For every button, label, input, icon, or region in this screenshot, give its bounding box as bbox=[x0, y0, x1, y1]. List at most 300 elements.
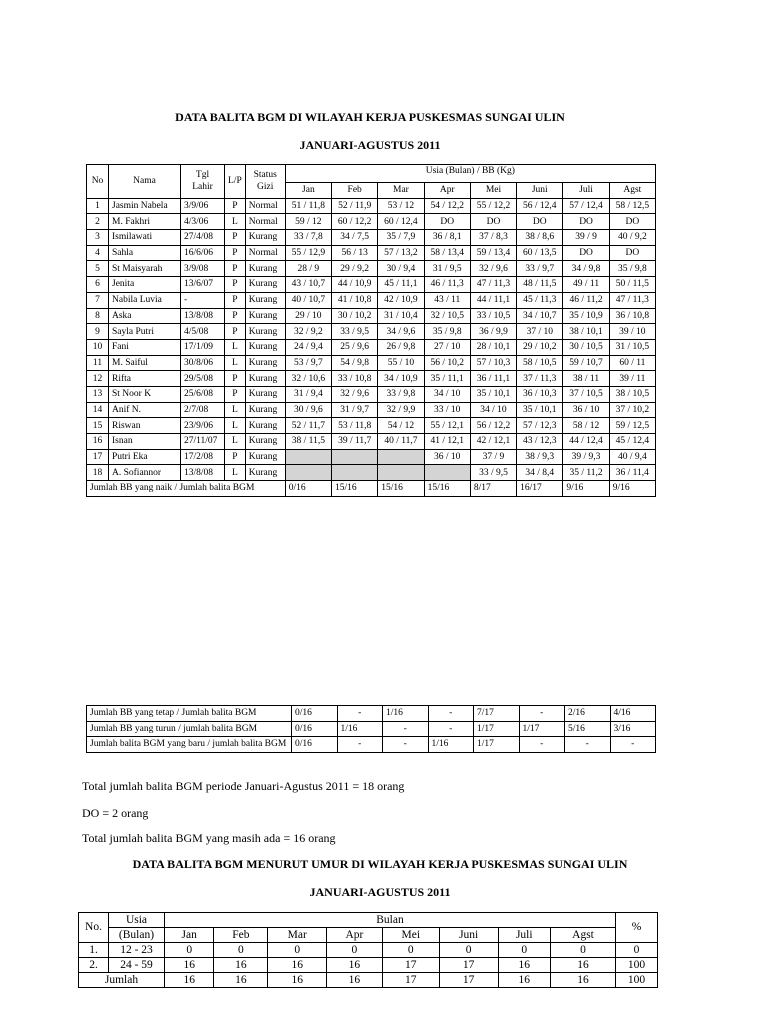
table-cell: 58 / 12 bbox=[563, 418, 609, 434]
table-cell: 27/4/08 bbox=[181, 230, 225, 246]
table-cell: 36 / 10,8 bbox=[609, 308, 655, 324]
table-cell: L bbox=[225, 465, 246, 481]
table-cell: 60 / 11 bbox=[609, 355, 655, 371]
header-status: Status bbox=[253, 170, 277, 181]
summary-value: - bbox=[383, 721, 429, 737]
table-cell: 46 / 11,2 bbox=[563, 292, 609, 308]
table-cell: 45 / 12,4 bbox=[609, 434, 655, 450]
table-cell: Kurang bbox=[245, 402, 285, 418]
table-cell: Riswan bbox=[109, 418, 181, 434]
table-cell: 57 / 12,3 bbox=[517, 418, 563, 434]
table-cell: 31 / 9,5 bbox=[424, 261, 470, 277]
table-cell: 51 / 11,8 bbox=[285, 198, 331, 214]
age-row bbox=[79, 943, 658, 958]
remaining-bgm-text: Total jumlah balita BGM yang masih ada = 16 orang bbox=[82, 831, 336, 845]
table-cell: Kurang bbox=[245, 434, 285, 450]
table-cell: P bbox=[225, 230, 246, 246]
table-row bbox=[87, 386, 656, 402]
summary-value: - bbox=[519, 737, 565, 753]
table-cell: 30 / 9,6 bbox=[285, 402, 331, 418]
table-cell: Kurang bbox=[245, 449, 285, 465]
table-cell: 18 bbox=[87, 465, 109, 481]
table-cell: 8 bbox=[87, 308, 109, 324]
table-cell: Normal bbox=[245, 214, 285, 230]
table-cell: 48 / 11,5 bbox=[517, 277, 563, 293]
table-cell bbox=[332, 449, 378, 465]
table-row bbox=[87, 418, 656, 434]
table-cell: 30/8/06 bbox=[181, 355, 225, 371]
table-cell: 33 / 10 bbox=[424, 402, 470, 418]
table-cell: P bbox=[225, 371, 246, 387]
table-cell: 41 / 12,1 bbox=[424, 434, 470, 450]
table-cell: 52 / 11,9 bbox=[332, 198, 378, 214]
summary-row bbox=[87, 706, 656, 722]
table-cell: DO bbox=[563, 245, 609, 261]
table-cell: 33 / 9,7 bbox=[517, 261, 563, 277]
table-cell: DO bbox=[563, 214, 609, 230]
table-cell: 46 / 11,3 bbox=[424, 277, 470, 293]
age-month-header: Agst bbox=[551, 928, 616, 943]
table-row bbox=[87, 261, 656, 277]
table-cell: 32 / 9,9 bbox=[378, 402, 424, 418]
table-cell: 34 / 9,6 bbox=[378, 324, 424, 340]
table-cell: Kurang bbox=[245, 465, 285, 481]
table-cell: P bbox=[225, 386, 246, 402]
age-month-header: Apr bbox=[327, 928, 383, 943]
summary-value: 7/17 bbox=[474, 706, 520, 722]
table-cell: Kurang bbox=[245, 324, 285, 340]
table-cell: 14 bbox=[87, 402, 109, 418]
table-cell: 37 / 11,3 bbox=[517, 371, 563, 387]
table-cell: 36 / 10 bbox=[424, 449, 470, 465]
total-bgm-text: Total jumlah balita BGM periode Januari-Agustus 2011 = 18 orang bbox=[82, 779, 405, 793]
age-month-header: Mei bbox=[382, 928, 439, 943]
header-tgl: Tgl bbox=[195, 170, 210, 181]
age-header-no: No. bbox=[79, 913, 109, 943]
age-total-value: 17 bbox=[439, 973, 498, 988]
table-cell: 37 / 10,2 bbox=[609, 402, 655, 418]
table-cell: P bbox=[225, 198, 246, 214]
summary-value: 1/17 bbox=[474, 737, 520, 753]
table-row bbox=[87, 308, 656, 324]
table-cell: 59 / 13,4 bbox=[470, 245, 516, 261]
table-cell: DO bbox=[470, 214, 516, 230]
table-cell: L bbox=[225, 214, 246, 230]
table-cell: 29 / 10,2 bbox=[517, 339, 563, 355]
age-total-value: 16 bbox=[498, 973, 551, 988]
table-cell: 25/6/08 bbox=[181, 386, 225, 402]
footer-value: 8/17 bbox=[470, 481, 516, 497]
summary-value: 1/17 bbox=[474, 721, 520, 737]
month-header: Feb bbox=[332, 183, 378, 199]
footer-value: 9/16 bbox=[609, 481, 655, 497]
table-cell: 42 / 12,1 bbox=[470, 434, 516, 450]
age-total-value: 16 bbox=[551, 973, 616, 988]
table-cell: Nabila Luvia bbox=[109, 292, 181, 308]
table-cell: 43 / 10,7 bbox=[285, 277, 331, 293]
table-cell: P bbox=[225, 292, 246, 308]
table-row bbox=[87, 449, 656, 465]
table-cell: 35 / 10,1 bbox=[470, 386, 516, 402]
table-cell: 4 bbox=[87, 245, 109, 261]
table-row bbox=[87, 465, 656, 481]
table-cell: 33 / 9,8 bbox=[378, 386, 424, 402]
table-cell: Anif N. bbox=[109, 402, 181, 418]
summary-value: - bbox=[337, 737, 383, 753]
table-cell bbox=[332, 465, 378, 481]
table-cell: - bbox=[181, 292, 225, 308]
table-cell: DO bbox=[424, 214, 470, 230]
age-cell: 0 bbox=[327, 943, 383, 958]
table-cell: Rifta bbox=[109, 371, 181, 387]
table-cell: 39 / 11 bbox=[609, 371, 655, 387]
summary-value: 0/16 bbox=[292, 706, 338, 722]
table-cell: Kurang bbox=[245, 355, 285, 371]
table-cell: 38 / 11,5 bbox=[285, 434, 331, 450]
table-cell: 54 / 9,8 bbox=[332, 355, 378, 371]
table-cell: 33 / 9,5 bbox=[332, 324, 378, 340]
table-cell: P bbox=[225, 277, 246, 293]
table-cell: 12 bbox=[87, 371, 109, 387]
table-row bbox=[87, 245, 656, 261]
footer-label: Jumlah BB yang naik / Jumlah balita BGM bbox=[87, 481, 286, 497]
bgm-data-table bbox=[86, 164, 656, 497]
age-cell: 2. bbox=[79, 958, 109, 973]
summary-value: 2/16 bbox=[565, 706, 611, 722]
table-cell: DO bbox=[517, 214, 563, 230]
age-cell: 0 bbox=[551, 943, 616, 958]
table-cell: 57 / 13,2 bbox=[378, 245, 424, 261]
table-cell: 58 / 10,5 bbox=[517, 355, 563, 371]
age-table-title: DATA BALITA BGM MENURUT UMUR DI WILAYAH KERJA PUSKESMAS SUNGAI ULIN bbox=[132, 857, 628, 871]
table-cell: 53 / 11,8 bbox=[332, 418, 378, 434]
table-cell: 55 / 12,1 bbox=[424, 418, 470, 434]
table-cell: Jenita bbox=[109, 277, 181, 293]
age-cell: 16 bbox=[165, 958, 214, 973]
age-cell: 100 bbox=[616, 958, 658, 973]
table-cell: 45 / 11,1 bbox=[378, 277, 424, 293]
table-cell: 43 / 12,3 bbox=[517, 434, 563, 450]
summary-value: 0/16 bbox=[292, 721, 338, 737]
table-cell: 58 / 13,4 bbox=[424, 245, 470, 261]
month-header: Juni bbox=[517, 183, 563, 199]
footer-value: 15/16 bbox=[424, 481, 470, 497]
age-total-label: Jumlah bbox=[79, 973, 165, 988]
month-header: Agst bbox=[609, 183, 655, 199]
table-cell: 30 / 10,2 bbox=[332, 308, 378, 324]
table-cell: 31 / 10,5 bbox=[609, 339, 655, 355]
table-cell: 33 / 7,8 bbox=[285, 230, 331, 246]
table-cell: 27/11/07 bbox=[181, 434, 225, 450]
table-cell: 55 / 12,2 bbox=[470, 198, 516, 214]
table-cell: Kurang bbox=[245, 386, 285, 402]
table-cell: 40 / 9,4 bbox=[609, 449, 655, 465]
summary-label: Jumlah BB yang tetap / Jumlah balita BGM bbox=[87, 706, 292, 722]
age-header-usia: Usia bbox=[109, 913, 165, 928]
table-cell: 37 / 9 bbox=[470, 449, 516, 465]
table-cell: 35 / 7,9 bbox=[378, 230, 424, 246]
table-cell: 4/5/08 bbox=[181, 324, 225, 340]
table-cell: 17/2/08 bbox=[181, 449, 225, 465]
table-cell: 38 / 10,1 bbox=[563, 324, 609, 340]
table-cell: P bbox=[225, 324, 246, 340]
table-cell: 23/9/06 bbox=[181, 418, 225, 434]
footer-value: 16/17 bbox=[517, 481, 563, 497]
summary-row bbox=[87, 737, 656, 753]
do-count-text: DO = 2 orang bbox=[82, 806, 149, 820]
table-cell: 43 / 11 bbox=[424, 292, 470, 308]
age-header-bulan-unit: (Bulan) bbox=[109, 928, 165, 943]
summary-value: - bbox=[565, 737, 611, 753]
table-cell bbox=[424, 465, 470, 481]
summary-label: Jumlah balita BGM yang baru / jumlah balita BGM bbox=[87, 737, 292, 753]
table-cell: 1 bbox=[87, 198, 109, 214]
table-cell: 34 / 10,7 bbox=[517, 308, 563, 324]
table-cell: Ismilawati bbox=[109, 230, 181, 246]
table-cell: Kurang bbox=[245, 418, 285, 434]
table-cell: Kurang bbox=[245, 339, 285, 355]
table-cell: 34 / 8,4 bbox=[517, 465, 563, 481]
table-cell: 37 / 10,5 bbox=[563, 386, 609, 402]
age-header-percent: % bbox=[616, 913, 658, 943]
table-cell: 49 / 11 bbox=[563, 277, 609, 293]
table-cell: L bbox=[225, 355, 246, 371]
table-cell bbox=[285, 465, 331, 481]
table-cell: 55 / 10 bbox=[378, 355, 424, 371]
table-cell: 33 / 10,5 bbox=[470, 308, 516, 324]
table-cell: 7 bbox=[87, 292, 109, 308]
table-cell: 31 / 9,7 bbox=[332, 402, 378, 418]
table-cell: 59 / 12,5 bbox=[609, 418, 655, 434]
table-cell: DO bbox=[609, 214, 655, 230]
table-cell: 37 / 10 bbox=[517, 324, 563, 340]
summary-value: - bbox=[610, 737, 656, 753]
summary-value: - bbox=[337, 706, 383, 722]
table-cell: 40 / 11,7 bbox=[378, 434, 424, 450]
table-cell: 57 / 12,4 bbox=[563, 198, 609, 214]
table-cell: 13/6/07 bbox=[181, 277, 225, 293]
table-cell: 39 / 9,3 bbox=[563, 449, 609, 465]
age-cell: 0 bbox=[214, 943, 268, 958]
table-cell: Sayla Putri bbox=[109, 324, 181, 340]
summary-value: 1/16 bbox=[383, 706, 429, 722]
table-cell: 35 / 9,8 bbox=[424, 324, 470, 340]
document-subtitle: JANUARI-AGUSTUS 2011 bbox=[299, 138, 441, 152]
table-cell bbox=[378, 449, 424, 465]
table-cell: 53 / 12 bbox=[378, 198, 424, 214]
table-cell: St Noor K bbox=[109, 386, 181, 402]
table-cell: 33 / 10,8 bbox=[332, 371, 378, 387]
table-cell: Kurang bbox=[245, 277, 285, 293]
age-cell: 17 bbox=[439, 958, 498, 973]
table-cell bbox=[378, 465, 424, 481]
table-cell: L bbox=[225, 402, 246, 418]
table-cell: St Maisyarah bbox=[109, 261, 181, 277]
table-cell: M. Fakhri bbox=[109, 214, 181, 230]
table-cell: P bbox=[225, 261, 246, 277]
table-cell: 36 / 11,4 bbox=[609, 465, 655, 481]
table-cell: 44 / 11,1 bbox=[470, 292, 516, 308]
month-header: Mar bbox=[378, 183, 424, 199]
table-row bbox=[87, 198, 656, 214]
age-total-value: 100 bbox=[616, 973, 658, 988]
table-cell: Sahla bbox=[109, 245, 181, 261]
age-cell: 1. bbox=[79, 943, 109, 958]
table-cell: Jasmin Nabela bbox=[109, 198, 181, 214]
table-cell: 29 / 9,2 bbox=[332, 261, 378, 277]
age-month-header: Feb bbox=[214, 928, 268, 943]
age-table-subtitle: JANUARI-AGUSTUS 2011 bbox=[309, 885, 451, 899]
table-cell: 36 / 8,1 bbox=[424, 230, 470, 246]
table-row bbox=[87, 339, 656, 355]
age-cell: 16 bbox=[498, 958, 551, 973]
header-nama: Nama bbox=[109, 165, 181, 199]
table-cell: 42 / 10,9 bbox=[378, 292, 424, 308]
summary-row bbox=[87, 721, 656, 737]
summary-value: 0/16 bbox=[292, 737, 338, 753]
table-row bbox=[87, 355, 656, 371]
summary-value: - bbox=[428, 721, 474, 737]
table-cell: 37 / 8,3 bbox=[470, 230, 516, 246]
table-cell: 28 / 9 bbox=[285, 261, 331, 277]
table-cell: 33 / 9,5 bbox=[470, 465, 516, 481]
table-cell: 55 / 12,9 bbox=[285, 245, 331, 261]
table-row bbox=[87, 292, 656, 308]
table-cell: 45 / 11,3 bbox=[517, 292, 563, 308]
age-cell: 0 bbox=[439, 943, 498, 958]
table-cell: P bbox=[225, 308, 246, 324]
table-cell: 36 / 11,1 bbox=[470, 371, 516, 387]
table-cell: 5 bbox=[87, 261, 109, 277]
table-cell: 30 / 9,4 bbox=[378, 261, 424, 277]
header-no: No bbox=[87, 165, 109, 199]
age-cell: 0 bbox=[616, 943, 658, 958]
table-cell: 10 bbox=[87, 339, 109, 355]
table-cell: 34 / 9,8 bbox=[563, 261, 609, 277]
table-cell: 36 / 9,9 bbox=[470, 324, 516, 340]
document-title: DATA BALITA BGM DI WILAYAH KERJA PUSKESMAS SUNGAI ULIN bbox=[175, 110, 565, 124]
table-cell: 36 / 10 bbox=[563, 402, 609, 418]
header-tgl-lahir bbox=[181, 165, 225, 199]
age-cell: 16 bbox=[214, 958, 268, 973]
table-cell: 54 / 12,2 bbox=[424, 198, 470, 214]
table-cell: 31 / 10,4 bbox=[378, 308, 424, 324]
table-cell: 32 / 9,6 bbox=[470, 261, 516, 277]
age-cell: 24 - 59 bbox=[109, 958, 165, 973]
summary-value: - bbox=[519, 706, 565, 722]
age-cell: 16 bbox=[551, 958, 616, 973]
age-cell: 0 bbox=[498, 943, 551, 958]
table-cell: 35 / 9,8 bbox=[609, 261, 655, 277]
header-lahir: Lahir bbox=[192, 182, 213, 193]
month-header: Jan bbox=[285, 183, 331, 199]
summary-value: - bbox=[428, 706, 474, 722]
table-cell: 36 / 10,3 bbox=[517, 386, 563, 402]
table-row bbox=[87, 434, 656, 450]
footer-value: 15/16 bbox=[378, 481, 424, 497]
table-cell: 44 / 10,9 bbox=[332, 277, 378, 293]
table-cell: 3 bbox=[87, 230, 109, 246]
table-row bbox=[87, 371, 656, 387]
table-row bbox=[87, 402, 656, 418]
table-cell: 59 / 10,7 bbox=[563, 355, 609, 371]
header-lp: L/P bbox=[225, 165, 246, 199]
table-cell: Kurang bbox=[245, 371, 285, 387]
table-cell: 54 / 12 bbox=[378, 418, 424, 434]
age-total-row bbox=[79, 973, 658, 988]
table-cell: 35 / 10,1 bbox=[517, 402, 563, 418]
table-cell: 9 bbox=[87, 324, 109, 340]
table-cell: 44 / 12,4 bbox=[563, 434, 609, 450]
age-month-header: Mar bbox=[268, 928, 327, 943]
summary-label: Jumlah BB yang turun / jumlah balita BGM bbox=[87, 721, 292, 737]
footer-value: 15/16 bbox=[332, 481, 378, 497]
table-cell: 24 / 9,4 bbox=[285, 339, 331, 355]
table-row bbox=[87, 324, 656, 340]
table-cell: 38 / 11 bbox=[563, 371, 609, 387]
table-cell: 35 / 11,1 bbox=[424, 371, 470, 387]
summary-value: 4/16 bbox=[610, 706, 656, 722]
table-cell: 34 / 10,9 bbox=[378, 371, 424, 387]
age-cell: 12 - 23 bbox=[109, 943, 165, 958]
table-cell: 39 / 10 bbox=[609, 324, 655, 340]
age-total-value: 17 bbox=[382, 973, 439, 988]
header-status-gizi bbox=[245, 165, 285, 199]
table-cell: 57 / 10,3 bbox=[470, 355, 516, 371]
table-cell: Normal bbox=[245, 198, 285, 214]
table-cell: 34 / 10 bbox=[470, 402, 516, 418]
table-cell: 56 / 13 bbox=[332, 245, 378, 261]
table-cell: 32 / 9,6 bbox=[332, 386, 378, 402]
table-cell: 11 bbox=[87, 355, 109, 371]
table-cell: 13 bbox=[87, 386, 109, 402]
table-cell: 13/8/08 bbox=[181, 465, 225, 481]
table-cell: 39 / 11,7 bbox=[332, 434, 378, 450]
table-cell: 3/9/06 bbox=[181, 198, 225, 214]
table-cell: 50 / 11,5 bbox=[609, 277, 655, 293]
table-cell: 17 bbox=[87, 449, 109, 465]
age-cell: 0 bbox=[382, 943, 439, 958]
table-cell: L bbox=[225, 434, 246, 450]
table-cell: 39 / 9 bbox=[563, 230, 609, 246]
table-cell: 17/1/09 bbox=[181, 339, 225, 355]
table-cell: 32 / 10,6 bbox=[285, 371, 331, 387]
table-footer-row bbox=[87, 481, 656, 497]
table-row bbox=[87, 230, 656, 246]
table-cell: P bbox=[225, 449, 246, 465]
table-cell: Kurang bbox=[245, 308, 285, 324]
table-cell: 53 / 9,7 bbox=[285, 355, 331, 371]
table-cell: 31 / 9,4 bbox=[285, 386, 331, 402]
age-group-table bbox=[78, 912, 658, 988]
month-header: Apr bbox=[424, 183, 470, 199]
table-cell: 60 / 13,5 bbox=[517, 245, 563, 261]
table-cell: L bbox=[225, 418, 246, 434]
table-cell: 35 / 10,9 bbox=[563, 308, 609, 324]
table-cell: L bbox=[225, 339, 246, 355]
table-cell: 52 / 11,7 bbox=[285, 418, 331, 434]
table-cell: Isnan bbox=[109, 434, 181, 450]
age-month-header: Jan bbox=[165, 928, 214, 943]
table-cell: 38 / 10,5 bbox=[609, 386, 655, 402]
table-cell: 56 / 12,2 bbox=[470, 418, 516, 434]
age-cell: 16 bbox=[327, 958, 383, 973]
table-row bbox=[87, 214, 656, 230]
age-row bbox=[79, 958, 658, 973]
table-row bbox=[87, 277, 656, 293]
table-cell: DO bbox=[609, 245, 655, 261]
table-cell: 60 / 12,2 bbox=[332, 214, 378, 230]
